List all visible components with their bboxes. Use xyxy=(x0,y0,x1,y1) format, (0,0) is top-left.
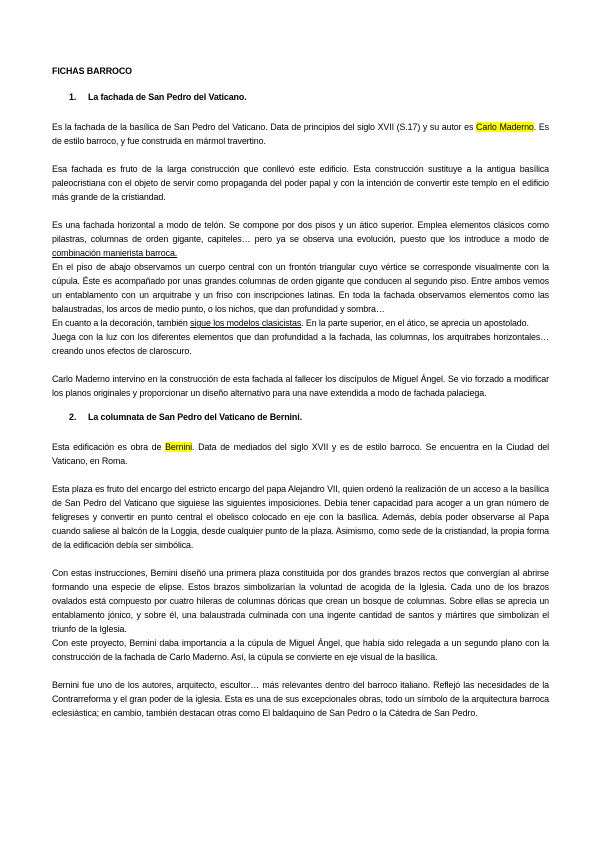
section-2-paragraph-4: Con este proyecto, Bernini daba importancia a la cúpula de Miguel Ángel, que había sido relegada a un segundo plano con la construcción de la fachada de Carlo Maderno. Así, la cúpula se convierte en eje visual de la basílica. xyxy=(52,638,549,662)
section-1-paragraph-6: Juega con la luz con los diferentes elementos que dan profundidad a la fachada, las columnas, los arquitrabes horizontales… creando unos efectos de claroscuro. xyxy=(52,332,549,356)
paragraph-spacer xyxy=(52,468,549,482)
section-1-heading xyxy=(52,90,549,104)
section-2-paragraph-3: Con estas instrucciones, Bernini diseñó una primera plaza constituida por dos grandes brazos rectos que convergían al abrirse formando una especie de elipse. Estos brazos simbolizarían la voluntad de acogida de la Iglesia. Cada uno de los brazos ovalados está compuesto por cuatro hileras de columnas dóricas que crean un bosque de columnas. Sobre ellas se aprecia un entablamento jónico, y sobre él, una balaustrada culminada con una ingente cantidad de santos y mártires que simbolizan el triunfo de la Iglesia. xyxy=(52,568,549,634)
section-1-paragraph-4: En el piso de abajo observamos un cuerpo central con un frontón triangular cuyo vértice se corresponde visualmente con la cúpula. Éste es acompañado por unas grandes columnas de orden gigante que conducen al segundo piso. Entre ambos vemos un entablamento con un arquitrabe y un friso con inscripciones latinas. En toda la fachada observamos elementos como las balaustradas, los arcos de medio punto, o los nichos, que dan profundidad y sombra… xyxy=(52,262,549,314)
paragraph-text: . En la parte superior, en el ático, se aprecia un apostolado. xyxy=(301,318,529,328)
section-1-number: 1. xyxy=(69,92,77,102)
paragraph-spacer xyxy=(52,148,549,162)
section-1-paragraph-5 xyxy=(52,316,549,330)
section-2-heading xyxy=(52,410,549,424)
section-1-paragraph-7: Carlo Maderno intervino en la construcción de esta fachada al fallecer los discípulos de Miguel Ángel. Se vio forzado a modificar los planos originales y proporcionar un diseño alternativo para una nave extendida a modo de fachada palaciega. xyxy=(52,374,549,398)
section-2-paragraph-5: Bernini fue uno de los autores, arquitecto, escultor… más relevantes dentro del barroco italiano. Reflejó las necesidades de la Contrarreforma y el gran poder de la iglesia. Esta es una de sus excepcionales obras, todo un símbolo de la arquitectura barroca eclesiástica; en cambio, también destacan otras como El baldaquino de San Pedro o la Cátedra de San Pedro. xyxy=(52,680,549,718)
underlined-text: combinación manierista barroca. xyxy=(52,248,178,258)
highlighted-author: Bernini xyxy=(165,442,193,452)
section-1-title: La fachada de San Pedro del Vaticano. xyxy=(88,92,247,102)
paragraph-text: . Data de mediados del siglo XVII y es de estilo barroco. Se encuentra en la Ciudad del Vaticano, en Roma. xyxy=(52,442,550,466)
paragraph-text: Es la fachada de la basílica de San Pedro del Vaticano. Data de principios del siglo XVII (S.17) y su autor es xyxy=(52,122,477,132)
section-1-paragraph-3 xyxy=(52,218,549,260)
section-2-paragraph-1 xyxy=(52,440,549,468)
paragraph-text: Esta edificación es obra de xyxy=(52,442,166,452)
paragraph-spacer xyxy=(52,358,549,372)
paragraph-text: Es una fachada horizontal a modo de telón. Se compone por dos pisos y un ático superior. Emplea elementos clásicos como pilastras, columnas de orden gigante, capiteles… pero ya se observa una evolución, puesto que los introduce a modo de xyxy=(52,220,549,244)
paragraph-spacer xyxy=(52,400,549,410)
document-title: FICHAS BARROCO xyxy=(52,66,132,76)
paragraph-text: . Es de estilo barroco, y fue construida en mármol travertino. xyxy=(52,122,549,146)
highlighted-author: Carlo Maderno xyxy=(476,122,534,132)
paragraph-spacer xyxy=(52,204,549,218)
section-2-paragraph-2: Esta plaza es fruto del encargo del estricto encargo del papa Alejandro VII, quien ordenó la realización de un acceso a la basílica de San Pedro del Vaticano que siguiese las siguientes imposiciones. Debía tener capacidad para acoger a un gran número de feligreses y convertir en punto central el obelisco colocado en eje con la basílica. Además, debía poder observarse al Papa cuando saliese al balcón de la Loggia, desde cualquier punto de la plaza. Asimismo, como sede de la cristiandad, la propia forma de la edificación debía ser simbólica. xyxy=(52,484,549,550)
document-page xyxy=(52,64,549,720)
paragraph-spacer xyxy=(52,552,549,566)
paragraph-text: En cuanto a la decoración, también xyxy=(52,318,191,328)
underlined-text: sigue los modelos clasicistas xyxy=(190,318,302,328)
section-1-paragraph-1 xyxy=(52,120,549,148)
section-1-paragraph-2: Esa fachada es fruto de la larga construcción que conllevó este edificio. Esta construcción sustituye a la antigua basílica paleocristiana con el objeto de servir como propaganda del poder papal y con la intención de convertir este templo en el edificio más grande de la cristiandad. xyxy=(52,164,549,202)
section-2-title: La columnata de San Pedro del Vaticano de Bernini. xyxy=(88,412,302,422)
paragraph-spacer xyxy=(52,664,549,678)
section-2-number: 2. xyxy=(69,412,77,422)
